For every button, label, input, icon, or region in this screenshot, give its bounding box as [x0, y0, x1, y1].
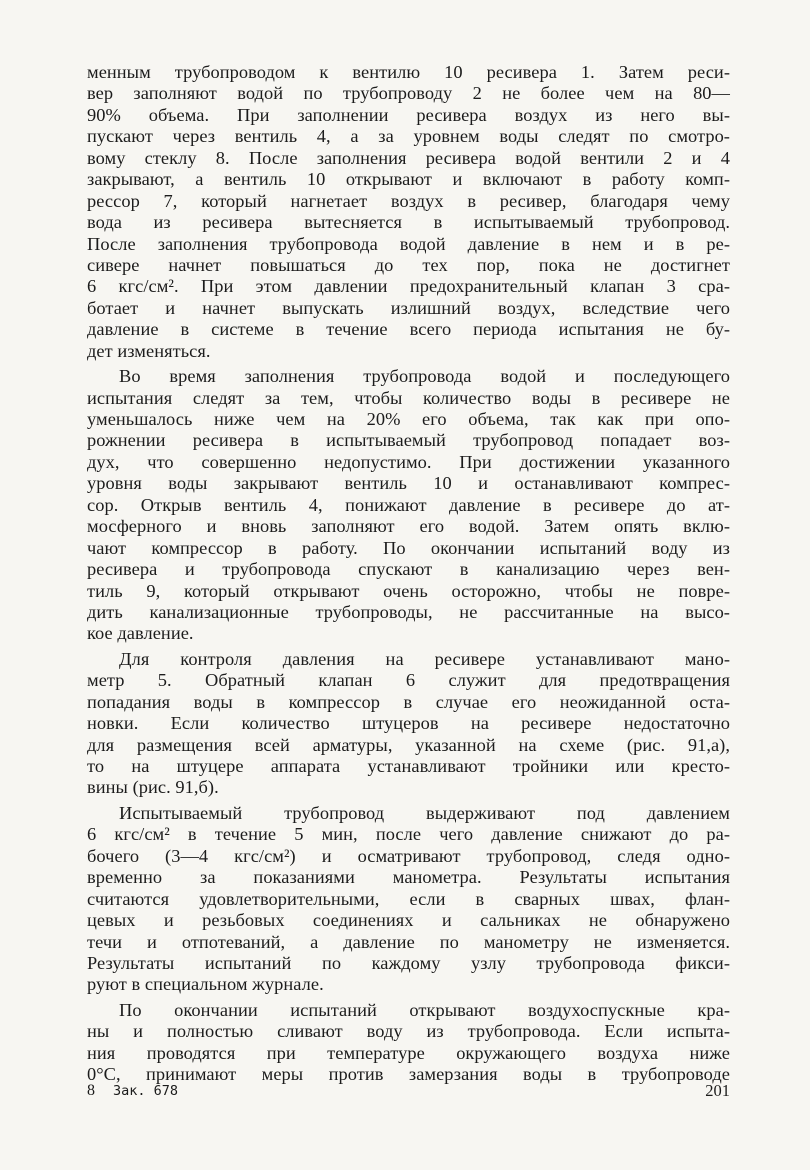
text-line: закрывают, а вентиль 10 открывают и включают в работу комп-: [87, 169, 730, 190]
text-line: считаются удовлетворительными, если в сварных швах, флан-: [87, 888, 730, 909]
text-line: ботает и начнет выпускать излишний воздух, вследствие чего: [87, 297, 730, 318]
text-line: рессор 7, который нагнетает воздух в ресивер, благодаря чему: [87, 190, 730, 211]
text-line: вины (рис. 91,б).: [87, 777, 219, 798]
text-line: 6 кгс/см². При этом давлении предохранительный клапан 3 сра-: [87, 276, 730, 297]
text-line: дет изменяться.: [87, 340, 211, 361]
text-line: ния проводятся при температуре окружающего воздуха ниже: [87, 1042, 730, 1063]
text-line: пускают через вентиль 4, а за уровнем воды следят по смотро-: [87, 126, 730, 147]
text-line: течи и отпотеваний, а давление по манометру не изменяется.: [87, 931, 730, 952]
text-line: ресивера и трубопровода спускают в канализацию через вен-: [87, 559, 730, 580]
text-line: Во время заполнения трубопровода водой и последующего: [119, 366, 730, 387]
text-line: 90% объема. При заполнении ресивера воздух из него вы-: [87, 104, 730, 125]
text-line: тиль 9, который открывают очень осторожно, чтобы не повре-: [87, 580, 730, 601]
text-line: бочего (3—4 кгс/см²) и осматривают трубопровод, следя одно-: [87, 845, 730, 866]
text-line: Испытываемый трубопровод выдерживают под давлением: [119, 802, 730, 823]
printer-mark: [87, 1080, 178, 1102]
text-line: После заполнения трубопровода водой давление в нем и в ре-: [87, 233, 730, 254]
text-line: сор. Открыв вентиль 4, понижают давление в ресивере до ат-: [87, 494, 730, 515]
page-number: 201: [705, 1081, 730, 1100]
paragraph: [87, 649, 730, 799]
text-line: сивере начнет повышаться до тех пор, пока не достигнет: [87, 254, 730, 275]
paragraph: [87, 62, 730, 362]
text-line: 0°С, принимают меры против замерзания воды в трубопроводе: [87, 1064, 730, 1085]
text-line: давление в системе в течение всего периода испытания не бу-: [87, 319, 730, 340]
text-line: Для контроля давления на ресивере устанавливают мано-: [119, 648, 730, 669]
text-line: дух, что совершенно недопустимо. При достижении указанного: [87, 451, 730, 472]
text-line: По окончании испытаний открывают воздухоспускные кра-: [119, 999, 730, 1020]
text-line: метр 5. Обратный клапан 6 служит для предотвращения: [87, 670, 730, 691]
text-line: вода из ресивера вытесняется в испытываемый трубопровод.: [87, 212, 730, 233]
text-line: уменьшалось ниже чем на 20% его объема, так как при опо-: [87, 409, 730, 429]
text-line: цевых и резьбовых соединениях и сальниках не обнаружено: [87, 910, 730, 931]
page-footer: [87, 1080, 730, 1102]
paragraph: [87, 803, 730, 996]
text-line: руют в специальном журнале.: [87, 974, 324, 995]
text-line: временно за показаниями манометра. Результаты испытания: [87, 867, 730, 888]
order-number: Зак. 678: [113, 1083, 179, 1099]
text-line: 6 кгс/см² в течение 5 мин, после чего давление снижают до ра-: [87, 824, 730, 845]
signature-number: 8: [87, 1082, 95, 1099]
text-line: Результаты испытаний по каждому узлу трубопровода фикси-: [87, 952, 730, 973]
text-line: вер заполняют водой по трубопроводу 2 не более чем на 80—: [87, 83, 730, 104]
text-line: менным трубопроводом к вентилю 10 ресивера 1. Затем реси-: [87, 62, 730, 82]
text-line: новки. Если количество штуцеров на ресивере недостаточно: [87, 713, 730, 734]
text-line: испытания следят за тем, чтобы количество воды в ресивере не: [87, 387, 730, 408]
text-line: для размещения всей арматуры, указанной на схеме (рис. 91,а),: [87, 734, 730, 755]
text-line: дить канализационные трубопроводы, не рассчитанные на высо-: [87, 601, 730, 622]
text-line: рожнении ресивера в испытываемый трубопровод попадает воз-: [87, 430, 730, 451]
text-line: кое давление.: [87, 623, 194, 644]
body-text: [87, 62, 730, 1086]
paragraph: [87, 1000, 730, 1086]
text-line: попадания воды в компрессор в случае его неожиданной оста-: [87, 691, 730, 712]
text-line: уровня воды закрывают вентиль 10 и останавливают компрес-: [87, 473, 730, 494]
paragraph: [87, 366, 730, 645]
text-line: ны и полностью сливают воду из трубопровода. Если испыта-: [87, 1021, 730, 1042]
text-line: мосферного и вновь заполняют его водой. Затем опять вклю-: [87, 516, 730, 537]
text-line: вому стеклу 8. После заполнения ресивера водой вентили 2 и 4: [87, 147, 730, 168]
text-line: чают компрессор в работу. По окончании испытаний воду из: [87, 537, 730, 558]
text-line: то на штуцере аппарата устанавливают тройники или кресто-: [87, 756, 730, 776]
